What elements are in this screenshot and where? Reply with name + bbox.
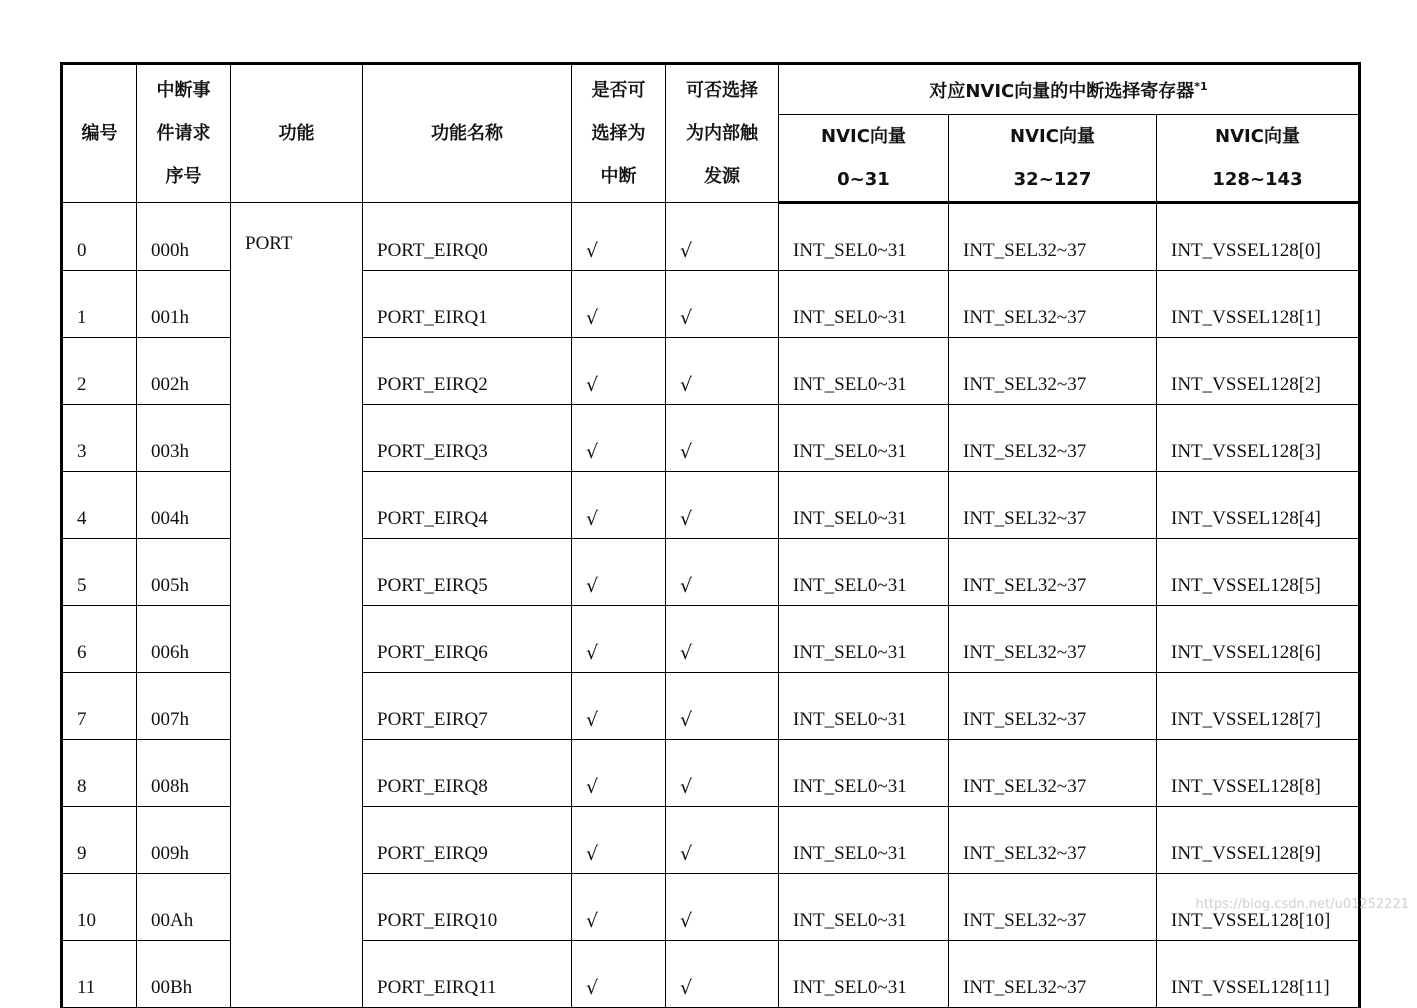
header-nvic-32-127: NVIC向量 32~127 — [949, 115, 1157, 203]
event-number: 009h — [137, 807, 231, 874]
nvic-0-31-register: INT_SEL0~31 — [779, 941, 949, 1008]
trigger-check: √ — [666, 874, 779, 941]
trigger-check: √ — [666, 472, 779, 539]
row-number: 1 — [62, 271, 137, 338]
function-name: PORT_EIRQ10 — [363, 874, 572, 941]
header-event-number: 中断事 件请求 序号 — [137, 64, 231, 203]
function-name: PORT_EIRQ1 — [363, 271, 572, 338]
nvic-128-143-register: INT_VSSEL128[0] — [1157, 203, 1360, 271]
nvic-128-143-register: INT_VSSEL128[1] — [1157, 271, 1360, 338]
function-name: PORT_EIRQ6 — [363, 606, 572, 673]
nvic-32-127-register: INT_SEL32~37 — [949, 673, 1157, 740]
event-number: 008h — [137, 740, 231, 807]
function-name: PORT_EIRQ2 — [363, 338, 572, 405]
interrupt-check: √ — [572, 606, 666, 673]
interrupt-event-table — [60, 62, 1361, 1008]
table-body — [62, 203, 1360, 1008]
interrupt-check: √ — [572, 807, 666, 874]
interrupt-check: √ — [572, 874, 666, 941]
nvic-0-31-register: INT_SEL0~31 — [779, 606, 949, 673]
row-number: 8 — [62, 740, 137, 807]
nvic-32-127-register: INT_SEL32~37 — [949, 874, 1157, 941]
nvic-128-143-register: INT_VSSEL128[4] — [1157, 472, 1360, 539]
trigger-check: √ — [666, 271, 779, 338]
table-row — [62, 203, 1360, 271]
trigger-check: √ — [666, 539, 779, 606]
header-no: 编号 — [62, 64, 137, 203]
interrupt-check: √ — [572, 405, 666, 472]
trigger-check: √ — [666, 673, 779, 740]
nvic-32-127-register: INT_SEL32~37 — [949, 807, 1157, 874]
nvic-32-127-register: INT_SEL32~37 — [949, 203, 1157, 271]
header-nvic-group: 对应NVIC向量的中断选择寄存器$^{*1}$ — [779, 64, 1360, 115]
event-number: 002h — [137, 338, 231, 405]
nvic-0-31-register: INT_SEL0~31 — [779, 874, 949, 941]
function-group-cell: PORT — [231, 203, 363, 1008]
function-name: PORT_EIRQ5 — [363, 539, 572, 606]
event-number: 000h — [137, 203, 231, 271]
nvic-0-31-register: INT_SEL0~31 — [779, 539, 949, 606]
row-number: 9 — [62, 807, 137, 874]
nvic-128-143-register: INT_VSSEL128[3] — [1157, 405, 1360, 472]
header-can-interrupt: 是否可 选择为 中断 — [572, 64, 666, 203]
function-name: PORT_EIRQ9 — [363, 807, 572, 874]
nvic-32-127-register: INT_SEL32~37 — [949, 338, 1157, 405]
event-number: 007h — [137, 673, 231, 740]
nvic-128-143-register: INT_VSSEL128[6] — [1157, 606, 1360, 673]
header-nvic-0-31: NVIC向量 0~31 — [779, 115, 949, 203]
trigger-check: √ — [666, 203, 779, 271]
table-header — [62, 64, 1360, 203]
row-number: 7 — [62, 673, 137, 740]
interrupt-check: √ — [572, 472, 666, 539]
nvic-0-31-register: INT_SEL0~31 — [779, 203, 949, 271]
nvic-0-31-register: INT_SEL0~31 — [779, 673, 949, 740]
event-number: 00Bh — [137, 941, 231, 1008]
nvic-32-127-register: INT_SEL32~37 — [949, 472, 1157, 539]
nvic-128-143-register: INT_VSSEL128[5] — [1157, 539, 1360, 606]
trigger-check: √ — [666, 606, 779, 673]
nvic-0-31-register: INT_SEL0~31 — [779, 807, 949, 874]
row-number: 10 — [62, 874, 137, 941]
row-number: 5 — [62, 539, 137, 606]
event-number: 004h — [137, 472, 231, 539]
row-number: 4 — [62, 472, 137, 539]
row-number: 0 — [62, 203, 137, 271]
interrupt-check: √ — [572, 740, 666, 807]
nvic-0-31-register: INT_SEL0~31 — [779, 338, 949, 405]
interrupt-check: √ — [572, 673, 666, 740]
function-name: PORT_EIRQ11 — [363, 941, 572, 1008]
nvic-128-143-register: INT_VSSEL128[9] — [1157, 807, 1360, 874]
interrupt-check: √ — [572, 539, 666, 606]
nvic-0-31-register: INT_SEL0~31 — [779, 405, 949, 472]
header-nvic-128-143: NVIC向量 128~143 — [1157, 115, 1360, 203]
function-name: PORT_EIRQ7 — [363, 673, 572, 740]
nvic-32-127-register: INT_SEL32~37 — [949, 271, 1157, 338]
nvic-128-143-register: INT_VSSEL128[2] — [1157, 338, 1360, 405]
event-number: 001h — [137, 271, 231, 338]
trigger-check: √ — [666, 941, 779, 1008]
nvic-32-127-register: INT_SEL32~37 — [949, 405, 1157, 472]
row-number: 2 — [62, 338, 137, 405]
row-number: 11 — [62, 941, 137, 1008]
nvic-128-143-register: INT_VSSEL128[11] — [1157, 941, 1360, 1008]
nvic-0-31-register: INT_SEL0~31 — [779, 271, 949, 338]
header-function: 功能 — [231, 64, 363, 203]
interrupt-check: √ — [572, 271, 666, 338]
row-number: 6 — [62, 606, 137, 673]
function-name: PORT_EIRQ8 — [363, 740, 572, 807]
trigger-check: √ — [666, 807, 779, 874]
nvic-32-127-register: INT_SEL32~37 — [949, 740, 1157, 807]
event-number: 006h — [137, 606, 231, 673]
nvic-32-127-register: INT_SEL32~37 — [949, 941, 1157, 1008]
nvic-32-127-register: INT_SEL32~37 — [949, 606, 1157, 673]
nvic-32-127-register: INT_SEL32~37 — [949, 539, 1157, 606]
interrupt-check: √ — [572, 941, 666, 1008]
event-number: 005h — [137, 539, 231, 606]
function-name: PORT_EIRQ0 — [363, 203, 572, 271]
event-number: 003h — [137, 405, 231, 472]
trigger-check: √ — [666, 338, 779, 405]
nvic-0-31-register: INT_SEL0~31 — [779, 740, 949, 807]
row-number: 3 — [62, 405, 137, 472]
function-name: PORT_EIRQ3 — [363, 405, 572, 472]
nvic-128-143-register: INT_VSSEL128[8] — [1157, 740, 1360, 807]
interrupt-check: √ — [572, 338, 666, 405]
header-function-name: 功能名称 — [363, 64, 572, 203]
watermark: https://blog.csdn.net/u01252221 — [1195, 897, 1409, 912]
trigger-check: √ — [666, 405, 779, 472]
trigger-check: √ — [666, 740, 779, 807]
function-name: PORT_EIRQ4 — [363, 472, 572, 539]
event-number: 00Ah — [137, 874, 231, 941]
interrupt-check: √ — [572, 203, 666, 271]
nvic-128-143-register: INT_VSSEL128[7] — [1157, 673, 1360, 740]
header-can-trigger: 可否选择 为内部触 发源 — [666, 64, 779, 203]
nvic-128-143-register: INT_VSSEL128[10] — [1157, 874, 1360, 941]
footnote-marker: *1 — [1194, 80, 1208, 93]
nvic-0-31-register: INT_SEL0~31 — [779, 472, 949, 539]
